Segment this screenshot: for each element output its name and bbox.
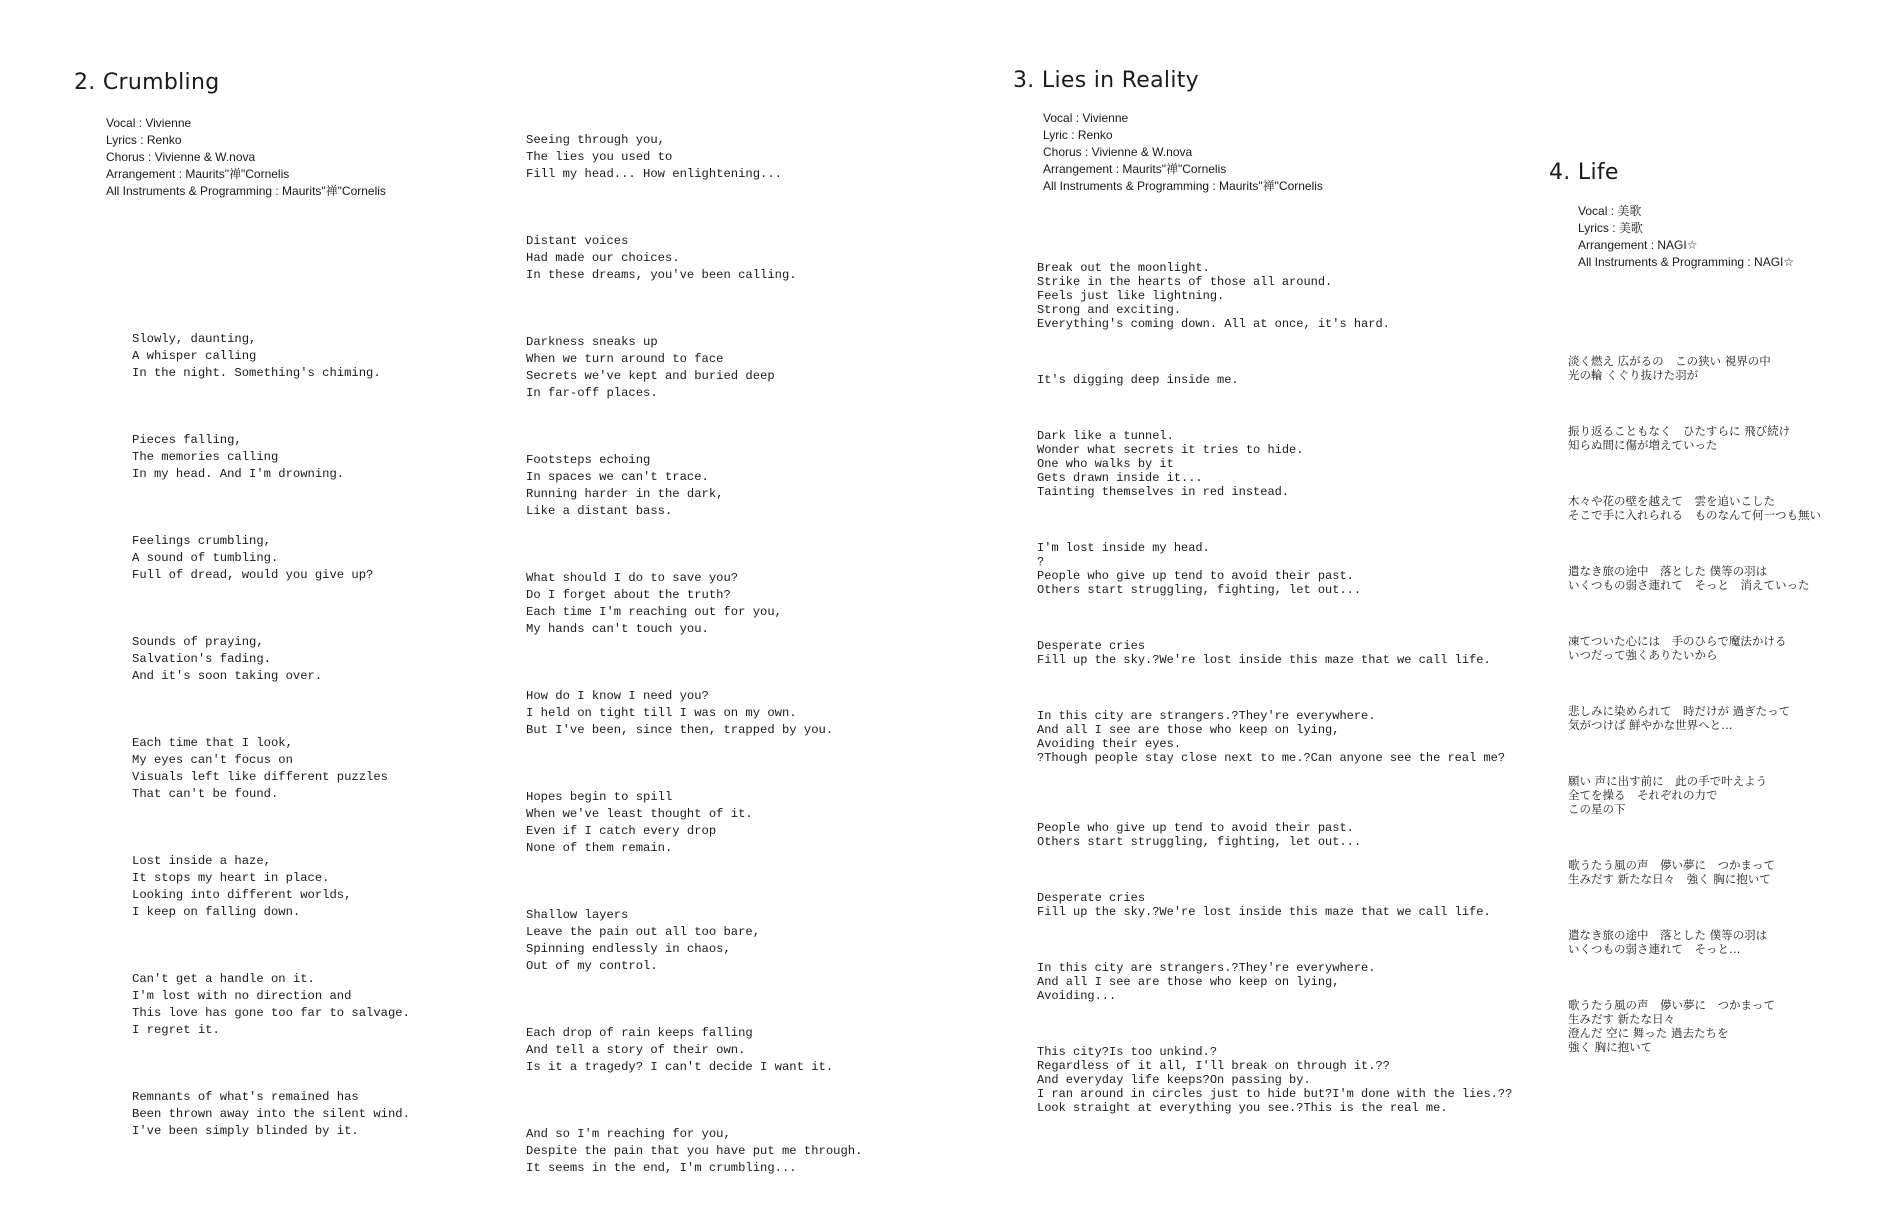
stanza: 歌うたう風の声 儚い夢に つかまって 生みだす 新たな日々 澄んだ 空に 舞った 過去たちを 強く 胸に抱いて [1568, 998, 1775, 1054]
stanza: Seeing through you, The lies you used to Fill my head... How enlightening... [526, 133, 782, 181]
credits-crumbling: Vocal : Vivienne Lyrics : Renko Chorus : Vivienne & W.nova Arrangement : Maurits"禅"Cornelis All Instruments & Programming : Maurits"禅"Cornelis [106, 116, 386, 198]
stanza: 悲しみに染められて 時だけが 過ぎたって 気がつけば 鮮やかな世界へと… [1568, 704, 1791, 732]
stanza: Lost inside a haze, It stops my heart in place. Looking into different worlds, I keep on falling down. [132, 854, 352, 919]
stanza: In this city are strangers.?They're everywhere. And all I see are those who keep on lying, Avoiding their eyes. ?Though people stay close next to me.?Can anyone see the real me? [1037, 709, 1506, 765]
stanza: 凍てついた心には 手のひらで魔法かける いつだって強くありたいから [1568, 634, 1787, 662]
stanza: How do I know I need you? I held on tight till I was on my own. But I've been, since then, trapped by you. [526, 689, 834, 737]
credits-life: Vocal : 美歌 Lyrics : 美歌 Arrangement : NAGI☆ All Instruments & Programming : NAGI☆ [1578, 204, 1795, 269]
stanza: People who give up tend to avoid their past. Others start struggling, fighting, let out... [1037, 821, 1362, 849]
stanza: Footsteps echoing In spaces we can't trace. Running harder in the dark, Like a distant bass. [526, 453, 724, 518]
stanza: This city?Is too unkind.? Regardless of it all, I'll break on through it.?? And everyday life keeps?On passing by. I ran around in circles just to hide but?I'm done with the lies.?? Look straight at everything you see.?This is the real me. [1037, 1045, 1513, 1115]
stanza: Each drop of rain keeps falling And tell a story of their own. Is it a tragedy? I can't decide I want it. [526, 1026, 834, 1074]
stanza: And so I'm reaching for you, Despite the pain that you have put me through. It seems in the end, I'm crumbling... [526, 1127, 863, 1175]
stanza: Can't get a handle on it. I'm lost with no direction and This love has gone too far to salvage. I regret it. [132, 972, 410, 1037]
title-crumbling: 2. Crumbling [74, 70, 220, 95]
stanza: Hopes begin to spill When we've least thought of it. Even if I catch every drop None of them remain. [526, 790, 753, 855]
stanza: 歌うたう風の声 儚い夢に つかまって 生みだす 新たな日々 強く 胸に抱いて [1568, 858, 1775, 886]
title-lies-in-reality: 3. Lies in Reality [1013, 68, 1199, 93]
stanza: Slowly, daunting, A whisper calling In the night. Something's chiming. [132, 332, 381, 380]
stanza: What should I do to save you? Do I forget about the truth? Each time I'm reaching out for you, My hands can't touch you. [526, 571, 782, 636]
stanza: 木々や花の壁を越えて 雲を追いこした そこで手に入れられる ものなんて何一つも無い [1568, 494, 1821, 522]
credits-lies-in-reality: Vocal : Vivienne Lyric : Renko Chorus : Vivienne & W.nova Arrangement : Maurits"禅"Cornelis All Instruments & Programming : Maurits"禅"Cornelis [1043, 111, 1323, 193]
stanza: I'm lost inside my head. ? People who give up tend to avoid their past. Others start struggling, fighting, let out... [1037, 541, 1362, 597]
stanza: Sounds of praying, Salvation's fading. And it's soon taking over. [132, 635, 323, 683]
lyrics-crumbling-left [132, 297, 410, 1173]
stanza: Distant voices Had made our choices. In these dreams, you've been calling. [526, 234, 797, 282]
stanza: 淡く燃え 広がるの この狭い 視界の中 光の輪 くぐり抜けた羽が [1568, 354, 1771, 382]
title-life: 4. Life [1549, 160, 1619, 185]
stanza: Desperate cries Fill up the sky.?We're lost inside this maze that we call life. [1037, 891, 1491, 919]
stanza: Each time that I look, My eyes can't focus on Visuals left like different puzzles That can't be found. [132, 736, 388, 801]
stanza: 振り返ることもなく ひたすらに 飛び続け 知らぬ間に傷が増えていった [1568, 424, 1791, 452]
stanza: Pieces falling, The memories calling In my head. And I'm drowning. [132, 433, 345, 481]
lyrics-crumbling-right [526, 98, 862, 1210]
stanza: 願い 声に出す前に 此の手で叶えよう 全てを操る それぞれの力で この星の下 [1568, 774, 1768, 816]
stanza: Darkness sneaks up When we turn around to face Secrets we've kept and buried deep In far-off places. [526, 335, 775, 400]
lyrics-life [1568, 326, 1821, 1082]
stanza: 遣なき旅の途中 落とした 僕等の羽は いくつもの弱さ連れて そっと… [1568, 928, 1768, 956]
stanza: Break out the moonlight. Strike in the hearts of those all around. Feels just like lightning. Strong and exciting. Everything's coming down. All at once, it's hard. [1037, 261, 1390, 331]
stanza: Desperate cries Fill up the sky.?We're lost inside this maze that we call life. [1037, 639, 1491, 667]
stanza: In this city are strangers.?They're everywhere. And all I see are those who keep on lying, Avoiding... [1037, 961, 1376, 1003]
stanza: Remnants of what's remained has Been thrown away into the silent wind. I've been simply blinded by it. [132, 1090, 410, 1138]
lyrics-lies-in-reality [1037, 233, 1512, 1143]
stanza: Feelings crumbling, A sound of tumbling. Full of dread, would you give up? [132, 534, 374, 582]
stanza: Dark like a tunnel. Wonder what secrets it tries to hide. One who walks by it Gets drawn inside it... Tainting themselves in red instead. [1037, 429, 1304, 499]
stanza: Shallow layers Leave the pain out all too bare, Spinning endlessly in chaos, Out of my control. [526, 908, 761, 973]
stanza: 遣なき旅の途中 落とした 僕等の羽は いくつもの弱さ連れて そっと 消えていった [1568, 564, 1810, 592]
stanza: It's digging deep inside me. [1037, 373, 1239, 387]
